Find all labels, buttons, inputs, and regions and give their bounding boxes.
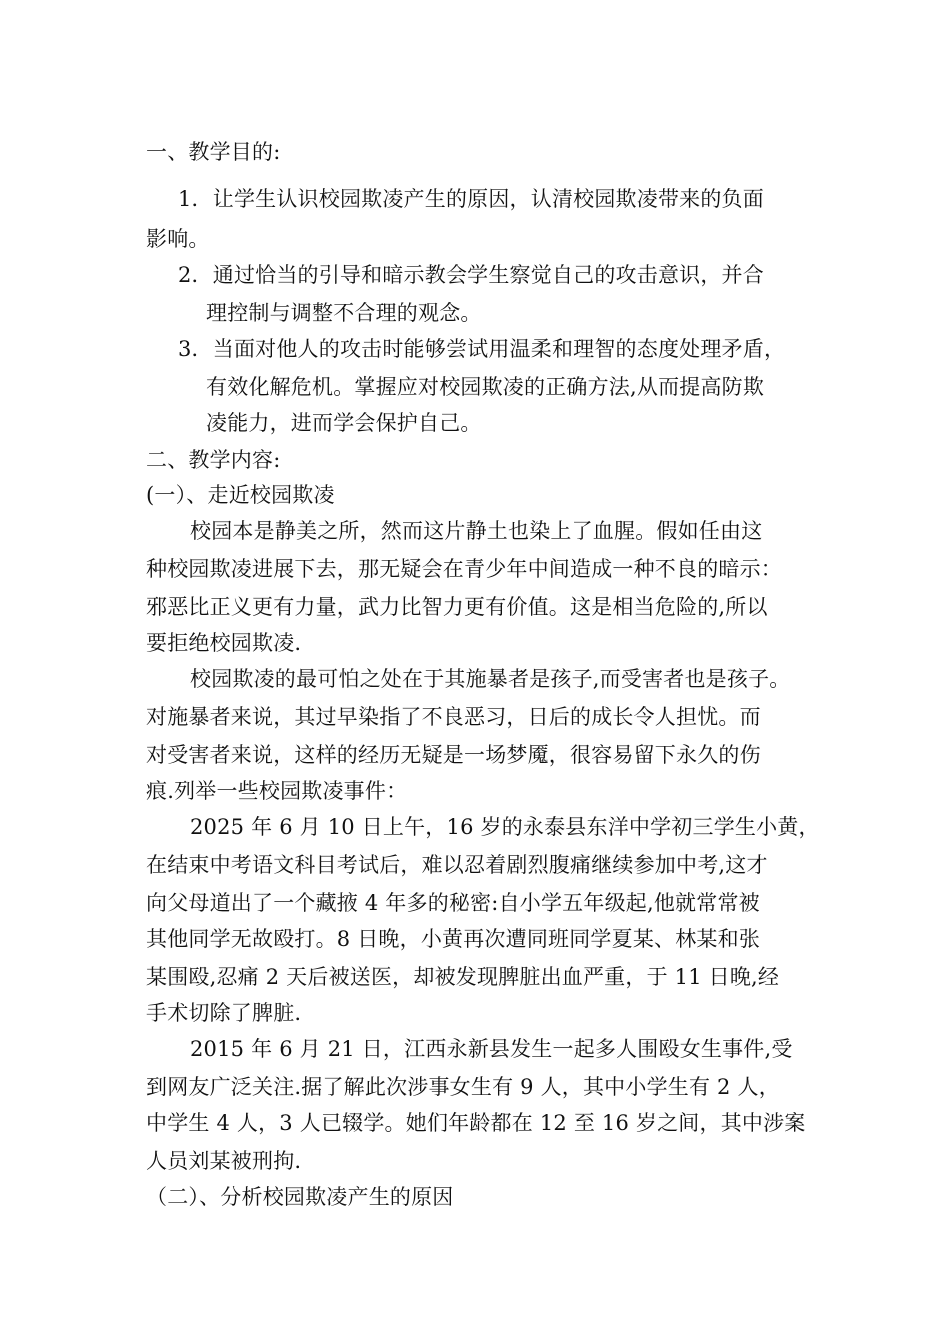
paragraph-2-line: 校园欺凌的最可怕之处在于其施暴者是孩子,而受害者也是孩子。: [190, 667, 791, 691]
objective-2-line-1: 2．通过恰当的引导和暗示教会学生察觉自己的攻击意识，并合: [178, 263, 764, 287]
paragraph-3-line: 手术切除了脾脏.: [146, 1001, 302, 1025]
paragraph-2-line: 痕.列举一些校园欺凌事件：: [146, 779, 408, 803]
paragraph-1-line: 种校园欺凌进展下去，那无疑会在青少年中间造成一种不良的暗示：: [146, 557, 782, 581]
paragraph-3-line: 向父母道出了一个藏掖 4 年多的秘密:自小学五年级起,他就常常被: [146, 891, 760, 915]
objective-3-line-2: 有效化解危机。掌握应对校园欺凌的正确方法,从而提高防欺: [206, 375, 765, 399]
paragraph-1-line: 校园本是静美之所，然而这片静土也染上了血腥。假如任由这: [190, 519, 763, 543]
paragraph-4-line: 人员刘某被刑拘.: [146, 1149, 302, 1173]
paragraph-2-line: 对受害者来说，这样的经历无疑是一场梦魇，很容易留下永久的伤: [146, 743, 761, 767]
paragraph-2-line: 对施暴者来说，其过早染指了不良恶习，日后的成长令人担忧。而: [146, 705, 761, 729]
objective-1-line-2: 影响。: [146, 227, 210, 251]
objective-2-line-2: 理控制与调整不合理的观念。: [206, 301, 482, 325]
paragraph-4-line: 2015 年 6 月 21 日，江西永新县发生一起多人围殴女生事件,受: [190, 1037, 793, 1061]
paragraph-3-line: 在结束中考语文科目考试后，难以忍着剧烈腹痛继续参加中考,这才: [146, 853, 768, 877]
objective-3-line-3: 凌能力，进而学会保护自己。: [206, 411, 482, 435]
heading-content: 二、教学内容:: [146, 448, 281, 472]
paragraph-1-line: 要拒绝校园欺凌.: [146, 631, 302, 655]
objective-3-line-1: 3．当面对他人的攻击时能够尝试用温柔和理智的态度处理矛盾，: [178, 337, 786, 361]
section-2-title: （二）、分析校园欺凌产生的原因: [146, 1185, 454, 1209]
heading-objectives: 一、教学目的:: [146, 140, 281, 164]
objective-1-line-1: 1．让学生认识校园欺凌产生的原因，认清校园欺凌带来的负面: [178, 187, 764, 211]
paragraph-3-line: 某围殴,忍痛 2 天后被送医，却被发现脾脏出血严重，于 11 日晚,经: [146, 965, 780, 989]
section-1-title: (一）、走近校园欺凌: [146, 483, 335, 507]
paragraph-1-line: 邪恶比正义更有力量，武力比智力更有价值。这是相当危险的,所以: [146, 595, 768, 619]
paragraph-3-line: 2025 年 6 月 10 日上午，16 岁的永泰县东洋中学初三学生小黄，: [190, 815, 820, 839]
paragraph-4-line: 到网友广泛关注.据了解此次涉事女生有 9 人，其中小学生有 2 人，: [146, 1075, 780, 1099]
paragraph-3-line: 其他同学无故殴打。8 日晚，小黄再次遭同班同学夏某、林某和张: [146, 927, 761, 951]
paragraph-4-line: 中学生 4 人，3 人已辍学。她们年龄都在 12 至 16 岁之间，其中涉案: [146, 1111, 806, 1135]
